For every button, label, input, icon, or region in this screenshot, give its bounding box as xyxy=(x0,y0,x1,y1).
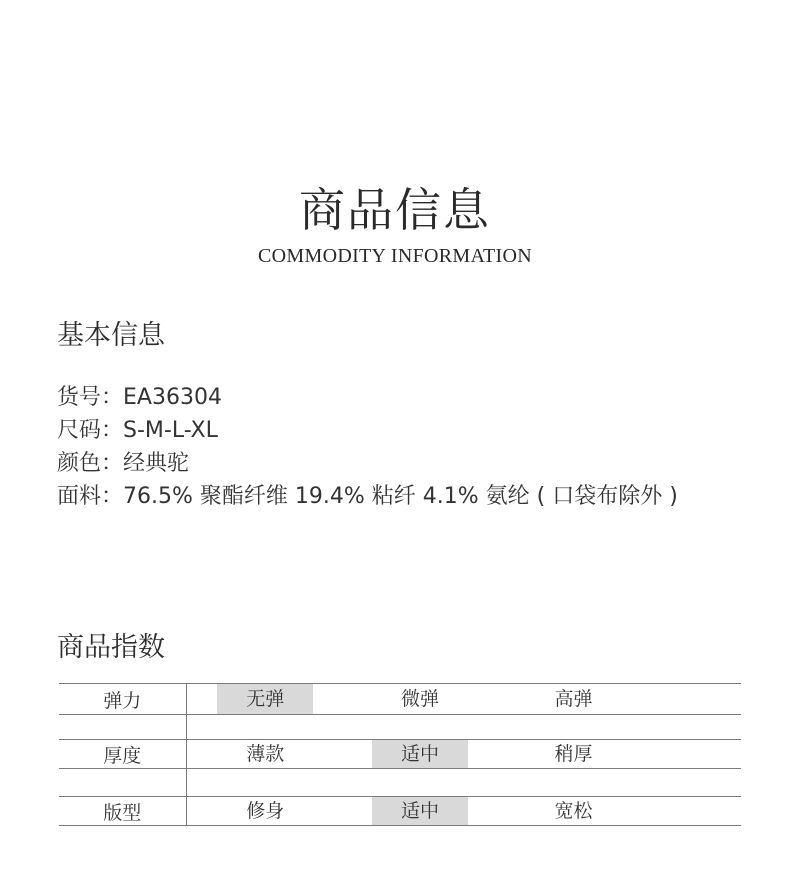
option-cell: 修身 xyxy=(246,800,285,822)
index-row-elasticity xyxy=(59,684,741,715)
info-value: S-M-L-XL xyxy=(123,418,218,443)
page-subtitle: COMMODITY INFORMATION xyxy=(258,245,532,267)
option-cell: 无弹 xyxy=(217,684,313,714)
option-cell: 稍厚 xyxy=(554,743,593,765)
index-spacer-row xyxy=(59,715,741,740)
info-value: 76.5% 聚酯纤维 19.4% 粘纤 4.1% 氨纶 ( 口袋布除外 ) xyxy=(123,484,678,509)
info-value: EA36304 xyxy=(123,385,222,410)
option-cell: 高弹 xyxy=(554,688,593,710)
info-label: 尺码： xyxy=(57,418,124,443)
index-spacer-row xyxy=(59,769,741,797)
index-label: 厚度 xyxy=(59,740,186,769)
option-cell: 适中 xyxy=(372,740,468,768)
option-cell: 适中 xyxy=(372,797,468,825)
info-row-size xyxy=(57,414,678,447)
product-index-heading: 商品指数 xyxy=(57,632,165,663)
info-value: 经典驼 xyxy=(123,451,190,476)
index-row-fit xyxy=(59,797,741,826)
option-cell: 宽松 xyxy=(554,800,593,822)
index-row-thickness xyxy=(59,740,741,769)
basic-info-list xyxy=(57,381,678,513)
page-title: 商品信息 xyxy=(299,183,491,237)
info-row-item-number xyxy=(57,381,678,414)
basic-info-heading: 基本信息 xyxy=(57,320,165,351)
index-label: 版型 xyxy=(59,797,186,826)
info-row-color xyxy=(57,447,678,480)
product-index-table xyxy=(59,683,741,826)
option-cell: 微弹 xyxy=(400,688,439,710)
option-cell: 薄款 xyxy=(246,743,285,765)
info-label: 货号： xyxy=(57,385,124,410)
info-label: 颜色： xyxy=(57,451,124,476)
index-label: 弹力 xyxy=(59,684,186,715)
info-label: 面料： xyxy=(57,484,124,509)
info-row-fabric xyxy=(57,480,678,513)
